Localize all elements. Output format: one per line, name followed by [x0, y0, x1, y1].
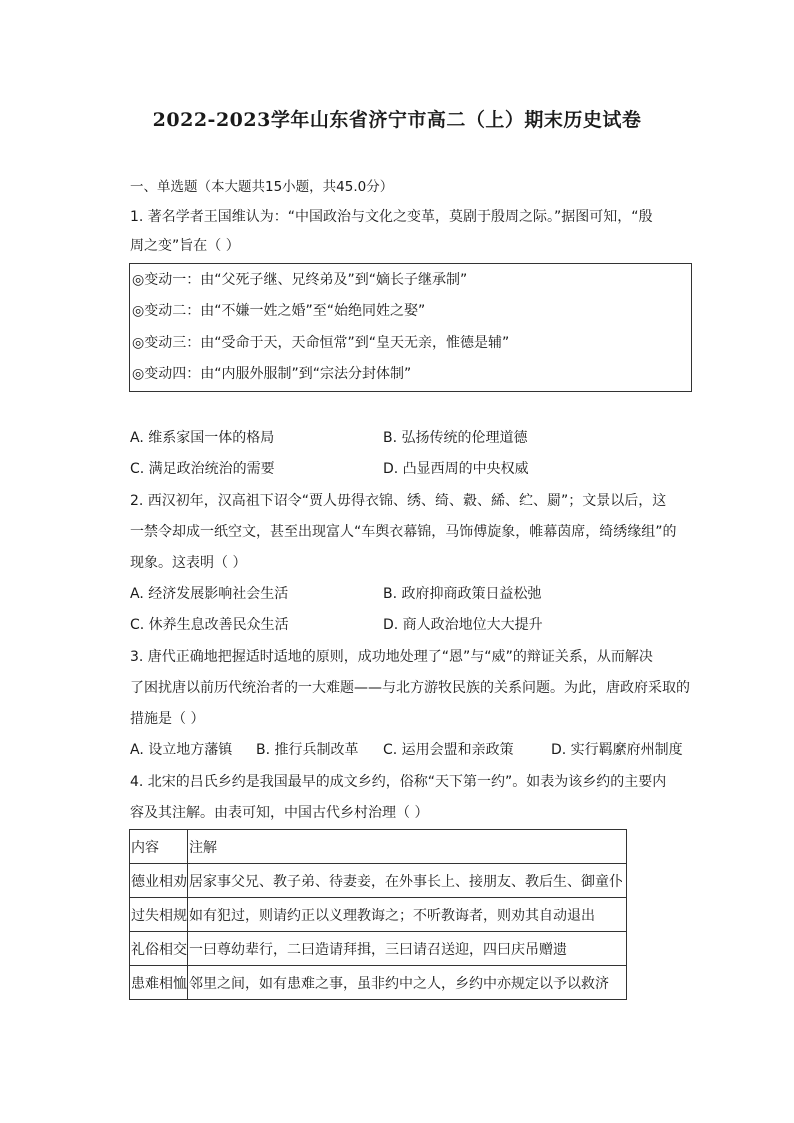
- q1-option-c[interactable]: C. 满足政治统治的需要: [130, 461, 275, 477]
- q2-option-b[interactable]: B. 政府抑商政策日益松弛: [383, 586, 542, 602]
- table-row: [130, 932, 627, 966]
- q3-stem-line2: 了困扰唐以前历代统治者的一大难题——与北方游牧民族的关系问题。为此，唐政府采取的: [130, 680, 690, 696]
- q1-stem-line1: 1. 著名学者王国维认为：“中国政治与文化之变革，莫剧于殷周之际。”据图可知，“殷: [130, 209, 653, 225]
- section-heading: 一、单选题（本大题共15小题，共45.0分）: [130, 179, 394, 195]
- q1-option-b[interactable]: B. 弘扬传统的伦理道德: [383, 430, 528, 446]
- q1-stem-line2: 周之变”旨在（ ）: [130, 238, 240, 254]
- table-row: [130, 966, 627, 1000]
- q4-stem-line1: 4. 北宋的吕氏乡约是我国最早的成文乡约，俗称“天下第一约”。如表为该乡约的主要内: [130, 774, 667, 790]
- table-cell: 居家事父兄、教子弟、待妻妾，在外事长上、接朋友、教后生、御童仆: [188, 864, 627, 898]
- q3-option-d[interactable]: D. 实行羁縻府州制度: [551, 742, 683, 758]
- q2-stem-line3: 现象。这表明（ ）: [130, 555, 247, 571]
- table-cell: 患难相恤: [130, 966, 188, 1000]
- q1-box-row: ◎变动二：由“不嫌一姓之婚”至“始绝同姓之娶”: [132, 303, 426, 319]
- q1-option-a[interactable]: A. 维系家国一体的格局: [130, 430, 275, 446]
- q3-stem-line3: 措施是（ ）: [130, 711, 205, 727]
- table-cell: 邻里之间，如有患难之事，虽非约中之人，乡约中亦规定以予以救济: [188, 966, 627, 1000]
- q2-option-c[interactable]: C. 休养生息改善民众生活: [130, 617, 289, 633]
- q3-option-a[interactable]: A. 设立地方藩镇: [130, 742, 233, 758]
- q3-option-b[interactable]: B. 推行兵制改革: [256, 742, 359, 758]
- table-cell: 礼俗相交: [130, 932, 188, 966]
- q1-box-row: ◎变动三：由“受命于天，天命恒常”到“皇天无亲，惟德是辅”: [132, 335, 510, 351]
- q1-option-d[interactable]: D. 凸显西周的中央权威: [383, 461, 529, 477]
- q2-option-d[interactable]: D. 商人政治地位大大提升: [383, 617, 543, 633]
- table-cell: 如有犯过，则请约正以义理教诲之；不听教诲者，则劝其自动退出: [188, 898, 627, 932]
- q4-stem-line2: 容及其注解。由表可知，中国古代乡村治理（ ）: [130, 805, 429, 821]
- q1-box-row: ◎变动一：由“父死子继、兄终弟及”到“嫡长子继承制”: [132, 272, 468, 288]
- page-title: 2022-2023学年山东省济宁市高二（上）期末历史试卷: [152, 109, 642, 131]
- q4-table: [129, 829, 627, 1000]
- q3-stem-line1: 3. 唐代正确地把握适时适地的原则，成功地处理了“恩”与“威”的辩证关系，从而解决: [130, 649, 653, 665]
- table-row: [130, 864, 627, 898]
- q3-option-c[interactable]: C. 运用会盟和亲政策: [383, 742, 514, 758]
- q2-stem-line2: 一禁令却成一纸空文，甚至出现富人“车舆衣幕锦，马饰傅旋象，帷幕茵席，绮绣缘组”的: [130, 524, 677, 540]
- q1-material-box: [129, 263, 692, 392]
- table-header-row: [130, 830, 627, 864]
- table-cell: 一曰尊幼辈行，二曰造请拜揖，三曰请召送迎，四曰庆吊赠遗: [188, 932, 627, 966]
- table-header-cell: 内容: [130, 830, 188, 864]
- table-row: [130, 898, 627, 932]
- table-cell: 过失相规: [130, 898, 188, 932]
- q2-option-a[interactable]: A. 经济发展影响社会生活: [130, 586, 289, 602]
- table-header-cell: 注解: [188, 830, 627, 864]
- q2-stem-line1: 2. 西汉初年，汉高祖下诏令“贾人毋得衣锦、绣、绮、縠、絺、纻、罽”；文景以后，这: [130, 493, 667, 509]
- table-cell: 德业相劝: [130, 864, 188, 898]
- q1-box-row: ◎变动四：由“内服外服制”到“宗法分封体制”: [132, 366, 412, 382]
